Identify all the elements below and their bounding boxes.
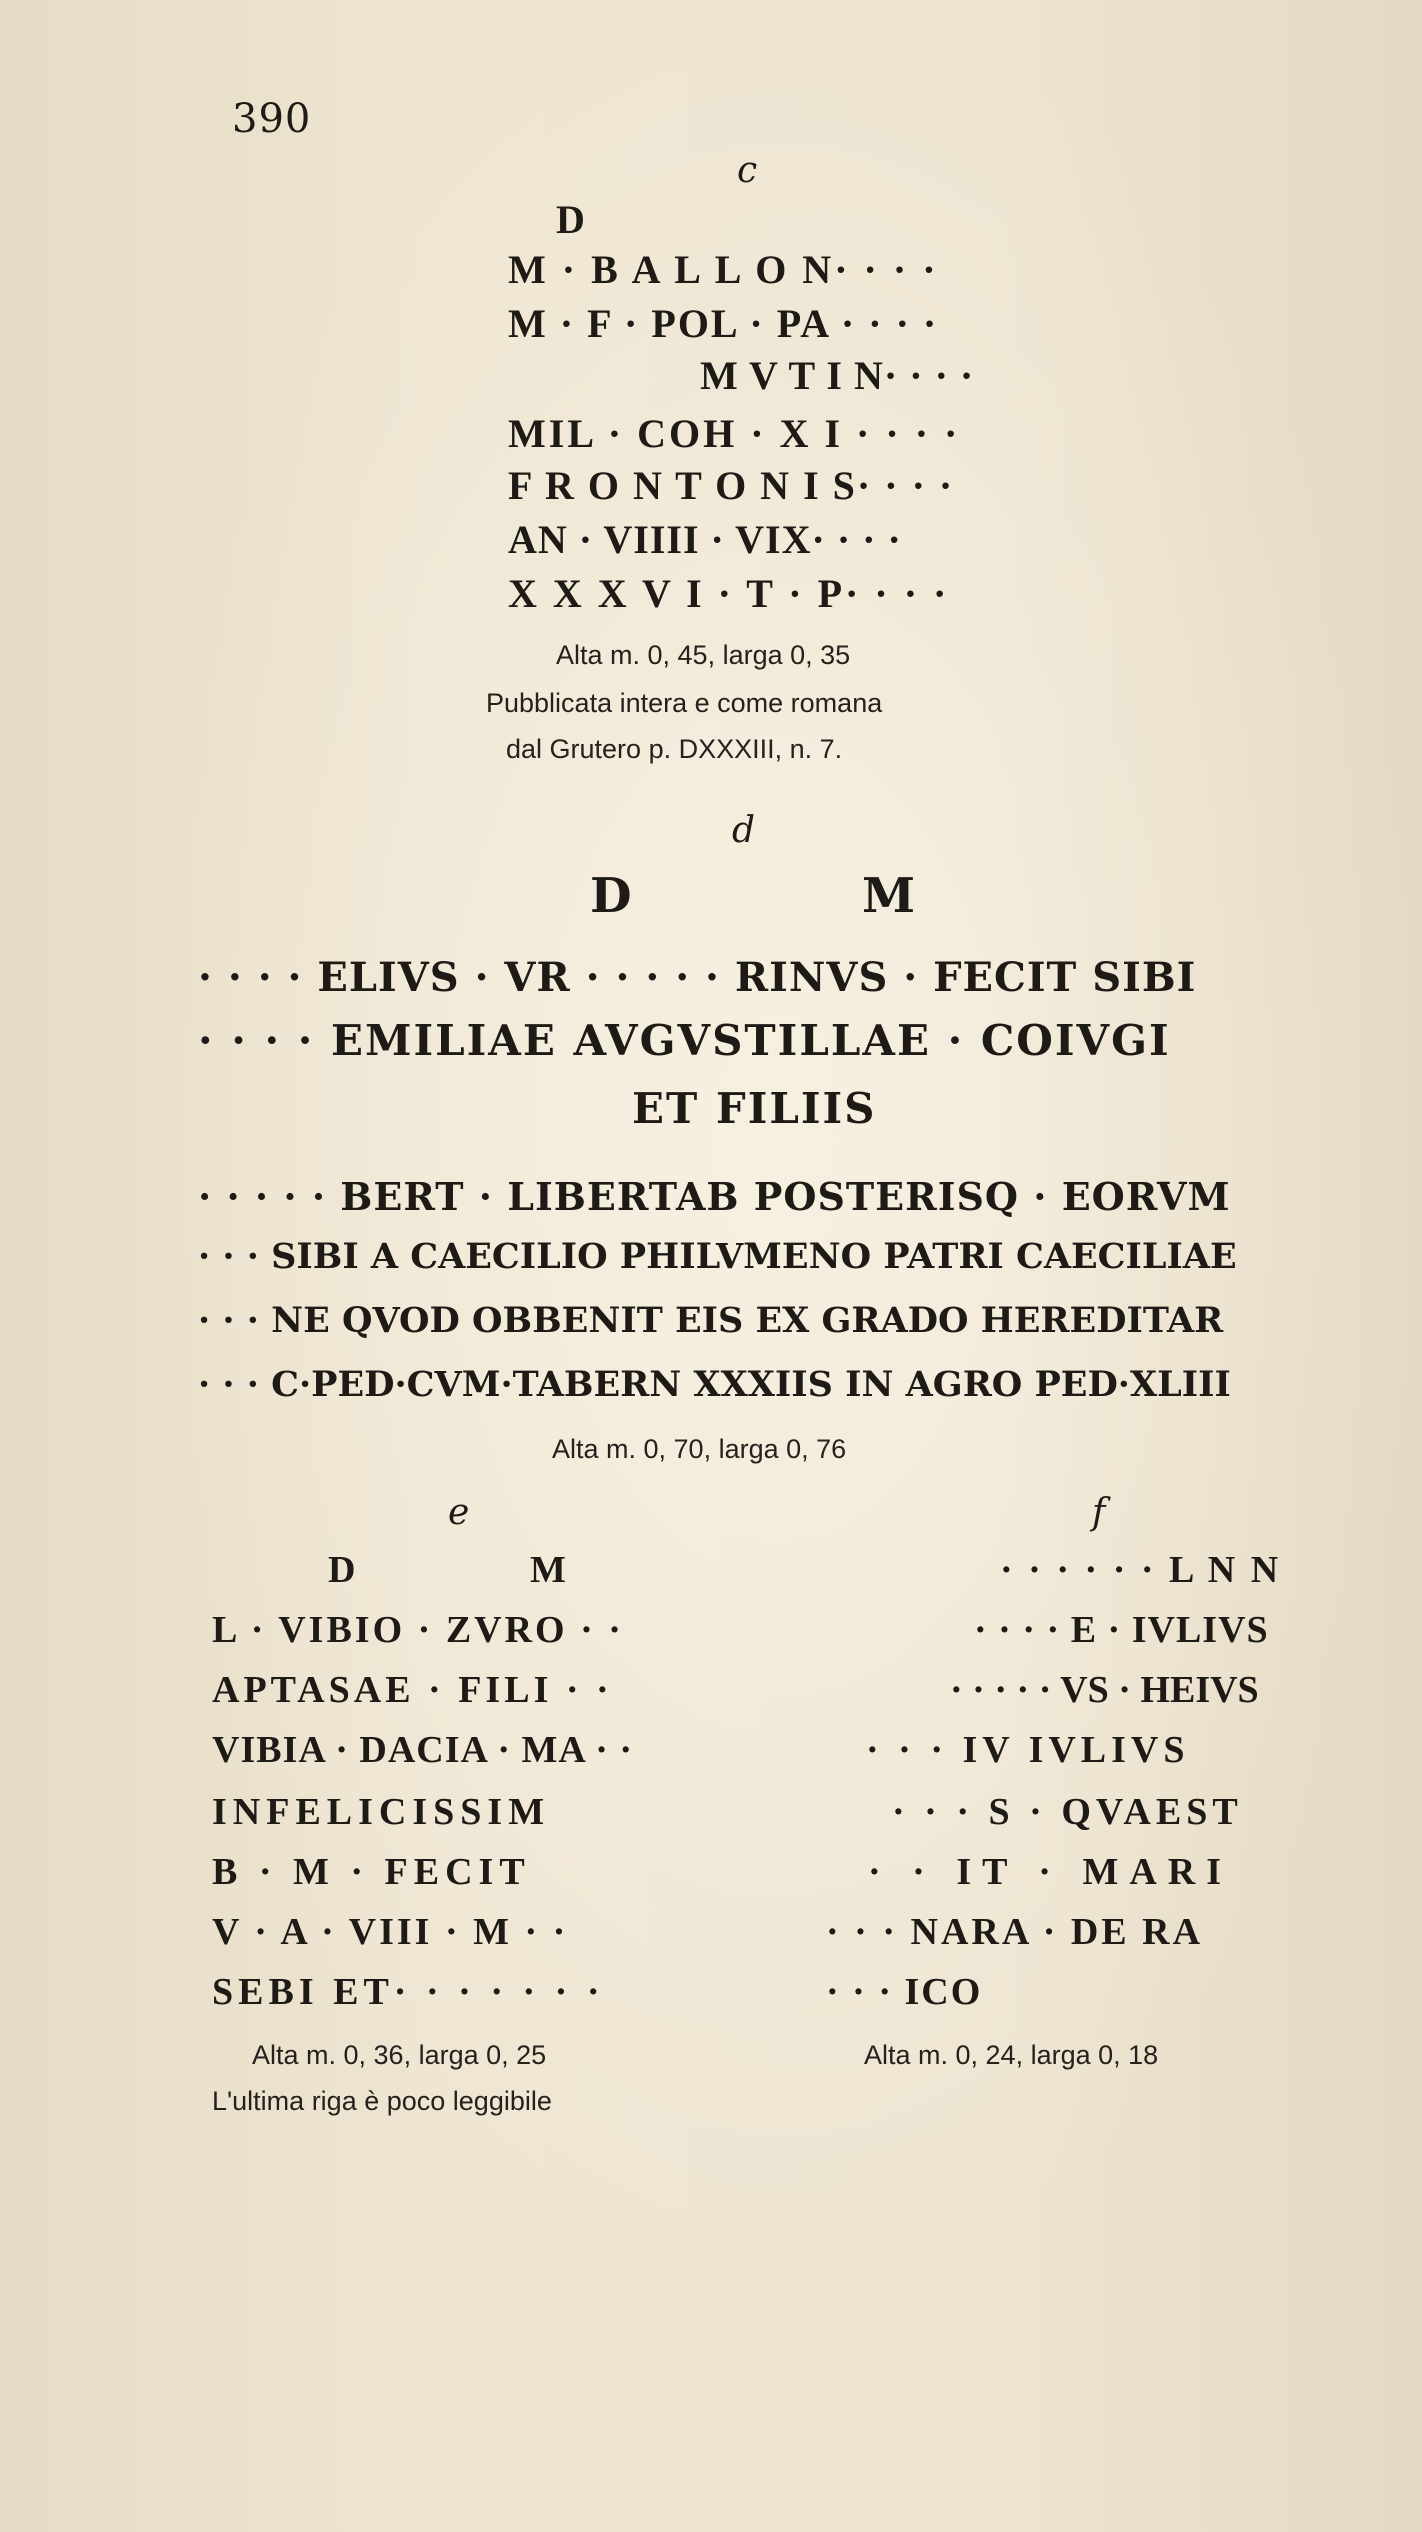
caption-c-line-1: Alta m. 0, 45, larga 0, 35 <box>556 640 851 670</box>
inscription-f-line-7: · · · NARA · DE RA <box>826 1911 1204 1953</box>
inscription-c-line-4: M V T I N· · · · <box>700 353 975 398</box>
inscription-c-line-1: D <box>556 197 585 242</box>
inscription-c-line-7: AN · VIIII · VIX· · · · <box>508 517 902 562</box>
caption-d: Alta m. 0, 70, larga 0, 76 <box>552 1434 847 1464</box>
inscription-e-line-3: VIBIA · DACIA · MA · · <box>212 1729 634 1771</box>
inscription-d-line-4: · · · · · BERT · LIBERTAB POSTERISQ · EORVM <box>198 1174 1231 1219</box>
inscription-c-line-2: M · B A L L O N· · · · <box>508 247 939 292</box>
inscription-c-line-5: MIL · COH · X I · · · · <box>508 411 961 456</box>
inscription-d-line-6: · · · NE QVOD OBBENIT EIS EX GRADO HEREDITAR <box>198 1300 1224 1341</box>
inscription-d-line-2: · · · · EMILIAE AVGVSTILLAE · COIVGI <box>198 1016 1171 1065</box>
inscription-f-line-4: · · · IV IVLIVS <box>866 1729 1190 1771</box>
inscription-e-line-4: INFELICISSIM <box>212 1791 551 1833</box>
inscription-d-line-3: ET FILIIS <box>632 1084 877 1133</box>
caption-f: Alta m. 0, 24, larga 0, 18 <box>864 2040 1159 2070</box>
section-letter-c: c <box>737 150 758 191</box>
caption-c-line-2: Pubblicata intera e come romana <box>486 688 883 718</box>
section-letter-d: d <box>732 810 756 851</box>
inscription-d-line-5: · · · SIBI A CAECILIO PHILVMENO PATRI CAECILIAE <box>198 1236 1237 1277</box>
inscription-f-line-1: · · · · · · L N N <box>1000 1549 1282 1591</box>
caption-c-line-3: dal Grutero p. DXXXIII, n. 7. <box>506 734 843 764</box>
inscription-d-head-left: D <box>590 868 632 924</box>
inscription-c-line-8: X X X V I · T · P· · · · <box>508 571 950 616</box>
inscription-f-line-5: · · · S · QVAEST <box>892 1791 1243 1833</box>
section-letter-f: f <box>1092 1492 1106 1533</box>
inscription-d-line-1: · · · · ELIVS · VR · · · · · RINVS · FECIT SIBI <box>198 954 1197 1001</box>
inscription-c-line-3: M · F · POL · PA · · · · <box>508 301 939 346</box>
inscription-f-line-3: · · · · · VS · HEIVS <box>950 1669 1259 1711</box>
inscription-f-line-8: · · · ICO <box>826 1971 983 2013</box>
inscription-e-head-left: D <box>328 1549 361 1591</box>
page-number: 390 <box>232 96 312 142</box>
inscription-f-line-2: · · · · E · IVLIVS <box>974 1609 1269 1651</box>
caption-e-line-2: L'ultima riga è poco leggibile <box>212 2086 552 2116</box>
inscription-e-line-2: APTASAE · FILI · · <box>212 1669 613 1711</box>
inscription-e-line-1: L · VIBIO · ZVRO · · <box>212 1609 624 1651</box>
section-letter-e: e <box>448 1492 470 1533</box>
inscription-e-line-5: B · M · FECIT <box>212 1851 531 1893</box>
caption-e-line-1: Alta m. 0, 36, larga 0, 25 <box>252 2040 547 2070</box>
inscription-d-head-right: M <box>862 868 916 924</box>
inscription-e-line-7: SEBI ET· · · · · · · <box>212 1971 605 2013</box>
inscription-d-line-7: · · · C·PED·CVM·TABERN XXXIIS IN AGRO PED·XLIII <box>198 1364 1231 1405</box>
inscription-e-line-6: V · A · VIII · M · · <box>212 1911 569 1953</box>
inscription-f-line-6: · · IT · MARI <box>868 1851 1233 1893</box>
inscription-c-line-6: F R O N T O N I S· · · · <box>508 463 955 508</box>
inscription-e-head-right: M <box>530 1549 571 1591</box>
